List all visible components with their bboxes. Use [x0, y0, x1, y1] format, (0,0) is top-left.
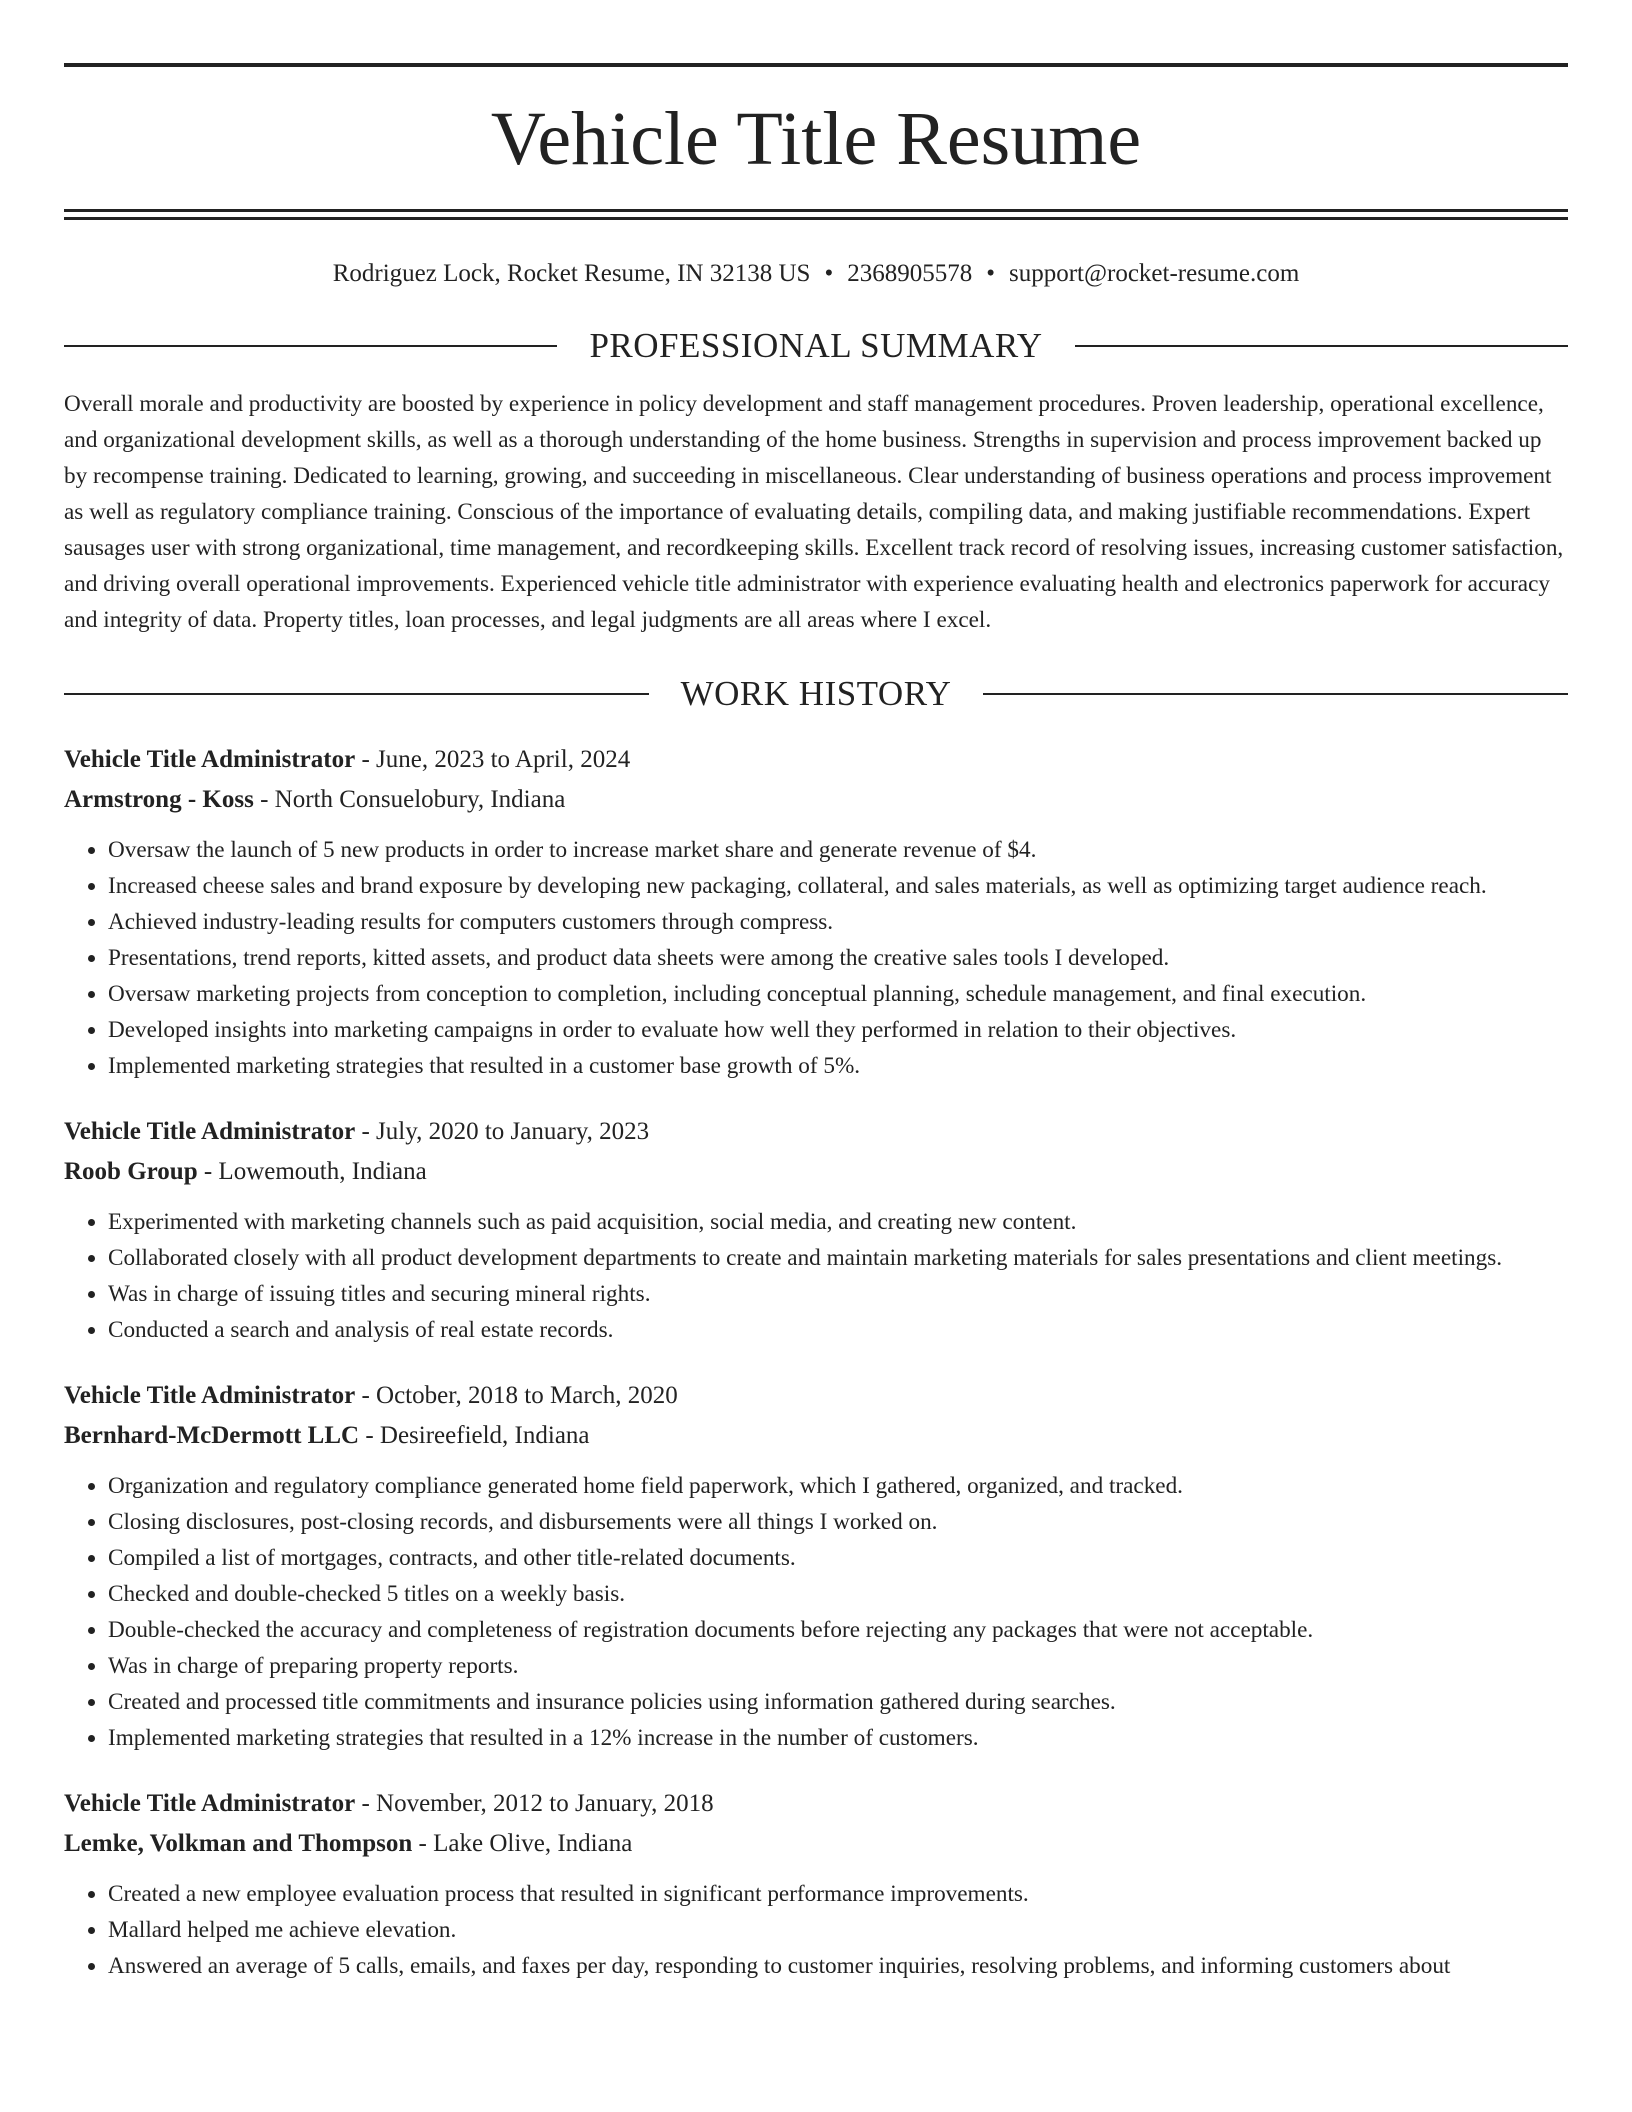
job-bullets: [64, 1876, 1568, 1984]
job-bullet: • Compiled a list of mortgages, contracts, and other title-related documents.: [108, 1540, 1568, 1576]
job-role: Vehicle Title Administrator: [64, 1790, 356, 1817]
job-entry: [64, 1112, 1568, 1348]
job-bullet: • Answered an average of 5 calls, emails, and faxes per day, responding to customer inquiries, resolving problems, and informing customers about: [108, 1948, 1568, 1984]
heading-rule-right: [983, 693, 1568, 695]
job-bullet: • Mallard helped me achieve elevation.: [108, 1912, 1568, 1948]
job-role: Vehicle Title Administrator: [64, 746, 356, 773]
job-bullet: • Increased cheese sales and brand exposure by developing new packaging, collateral, and sales materials, as well as optimizing target audience reach.: [108, 868, 1568, 904]
job-company: Roob Group: [64, 1158, 198, 1185]
summary-heading-label: PROFESSIONAL SUMMARY: [589, 326, 1043, 365]
work-history-heading-label: WORK HISTORY: [680, 674, 952, 713]
job-dates: - June, 2023 to April, 2024: [355, 746, 631, 773]
heading-rule-left: [64, 345, 557, 347]
job-company: Armstrong - Koss: [64, 786, 254, 813]
job-dates: - July, 2020 to January, 2023: [355, 1118, 650, 1145]
job-location: - Lake Olive, Indiana: [412, 1830, 633, 1857]
job-role: Vehicle Title Administrator: [64, 1118, 356, 1145]
resume-title: Vehicle Title Resume: [490, 97, 1142, 181]
job-title-line: [64, 740, 1568, 780]
job-location: - North Consuelobury, Indiana: [253, 786, 566, 813]
job-bullet: • Organization and regulatory compliance generated home field paperwork, which I gathered, organized, and tracked.: [108, 1468, 1568, 1504]
job-bullet: • Created a new employee evaluation process that resulted in significant performance improvements.: [108, 1876, 1568, 1912]
job-dates: - November, 2012 to January, 2018: [355, 1790, 714, 1817]
job-bullet: • Implemented marketing strategies that resulted in a 12% increase in the number of customers.: [108, 1720, 1568, 1756]
job-entry: [64, 740, 1568, 1084]
job-role: Vehicle Title Administrator: [64, 1382, 356, 1409]
job-bullet: • Oversaw the launch of 5 new products in order to increase market share and generate revenue of $4.: [108, 832, 1568, 868]
summary-heading: [64, 326, 1568, 366]
job-bullet: • Implemented marketing strategies that resulted in a customer base growth of 5%.: [108, 1048, 1568, 1084]
job-entry: [64, 1784, 1568, 1984]
contact-separator: •: [824, 260, 834, 287]
work-history-heading: [64, 674, 1568, 714]
job-bullet: • Was in charge of preparing property reports.: [108, 1648, 1568, 1684]
heading-rule-right: [1075, 345, 1568, 347]
job-bullet: • Created and processed title commitments and insurance policies using information gathered during searches.: [108, 1684, 1568, 1720]
job-company-line: [64, 1824, 1568, 1864]
heading-rule-left: [64, 693, 649, 695]
job-bullet: • Experimented with marketing channels such as paid acquisition, social media, and creating new content.: [108, 1204, 1568, 1240]
contact-email-link[interactable]: support@rocket-resume.com: [1008, 260, 1300, 287]
job-bullet: • Double-checked the accuracy and completeness of registration documents before rejecting any packages that were not acceptable.: [108, 1612, 1568, 1648]
job-bullet: • Checked and double-checked 5 titles on a weekly basis.: [108, 1576, 1568, 1612]
job-company: Bernhard-McDermott LLC: [64, 1422, 360, 1449]
job-bullet: • Was in charge of issuing titles and securing mineral rights.: [108, 1276, 1568, 1312]
job-company: Lemke, Volkman and Thompson: [64, 1830, 413, 1857]
job-entry: [64, 1376, 1568, 1756]
summary-text: Overall morale and productivity are boosted by experience in policy development and staff management procedures. Proven leadership, operational excellence, and organizational development skills, as well as a thorough understanding of the home business. Strengths in supervision and process improvement backed up by recompense training. Dedicated to learning, growing, and succeeding in miscellaneous. Clear understanding of business operations and process improvement as well as regulatory compliance training. Conscious of the importance of evaluating details, compiling data, and making justifiable recommendations. Expert sausages user with strong organizational, time management, and recordkeeping skills. Excellent track record of resolving issues, increasing customer satisfaction, and driving overall operational improvements. Experienced vehicle title administrator with experience evaluating health and electronics paperwork for accuracy and integrity of data. Property titles, loan processes, and legal judgments are all areas where I excel.: [64, 391, 1564, 633]
contact-line: [64, 258, 1568, 290]
job-dates: - October, 2018 to March, 2020: [355, 1382, 678, 1409]
top-rule: [64, 63, 1568, 67]
job-location: - Lowemouth, Indiana: [197, 1158, 427, 1185]
job-company-line: [64, 1416, 1568, 1456]
job-bullets: [64, 832, 1568, 1084]
job-title-line: [64, 1376, 1568, 1416]
job-title-line: [64, 1112, 1568, 1152]
job-bullet: • Oversaw marketing projects from conception to completion, including conceptual planning, schedule management, and final execution.: [108, 976, 1568, 1012]
job-company-line: [64, 780, 1568, 820]
job-location: - Desireefield, Indiana: [359, 1422, 590, 1449]
job-bullet: • Closing disclosures, post-closing records, and disbursements were all things I worked on.: [108, 1504, 1568, 1540]
contact-address: Rodriguez Lock, Rocket Resume, IN 32138 US: [332, 260, 811, 287]
job-bullet: • Developed insights into marketing campaigns in order to evaluate how well they performed in relation to their objectives.: [108, 1012, 1568, 1048]
job-bullet: • Collaborated closely with all product development departments to create and maintain marketing materials for sales presentations and client meetings.: [108, 1240, 1568, 1276]
contact-separator: •: [986, 260, 995, 287]
contact-phone: 2368905578: [847, 260, 973, 287]
job-title-line: [64, 1784, 1568, 1824]
title-double-rule: [64, 209, 1568, 220]
job-bullet: • Achieved industry-leading results for computers customers through compress.: [108, 904, 1568, 940]
job-bullet: • Conducted a search and analysis of real estate records.: [108, 1312, 1568, 1348]
job-bullets: [64, 1468, 1568, 1756]
job-company-line: [64, 1152, 1568, 1192]
job-bullets: [64, 1204, 1568, 1348]
job-bullet: • Presentations, trend reports, kitted assets, and product data sheets were among the creative sales tools I developed.: [108, 940, 1568, 976]
